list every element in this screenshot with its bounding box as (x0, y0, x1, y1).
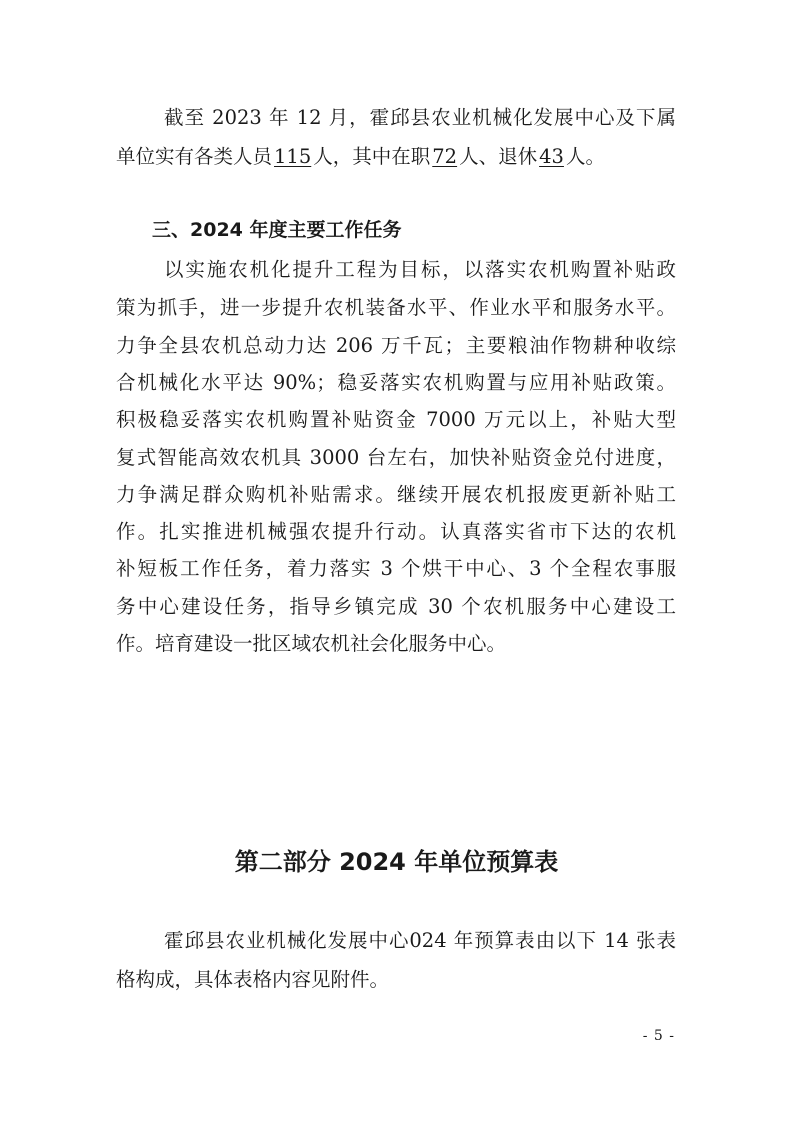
intro-line-2 (116, 143, 676, 171)
section-body-line: 以实施农机化提升工程为目标，以落实农机购置补贴政 (164, 258, 676, 281)
total-staff-value: 115 (274, 145, 312, 168)
section-body-line: 作。培育建设一批区域农机社会化服务中心。 (116, 632, 507, 655)
part-title: 第二部分 2024 年单位预算表 (234, 848, 559, 876)
intro-text: 人，其中在职 (313, 145, 431, 168)
intro-line-1: 截至 2023 年 12 月，霍邱县农业机械化发展中心及下属 (164, 106, 676, 129)
page-number: - 5 - (642, 1028, 675, 1044)
section-body-line: 积极稳妥落实农机购置补贴资金 7000 万元以上，补贴大型 (116, 408, 676, 431)
intro-text: 单位实有各类人员 (116, 145, 273, 168)
section-body-line: 补短板工作任务，着力落实 3 个烘干中心、3 个全程农事服 (116, 557, 676, 580)
part-body-line: 格构成，具体表格内容见附件。 (116, 968, 390, 991)
active-staff-value: 72 (432, 145, 458, 168)
section-heading: 三、2024 年度主要工作任务 (152, 219, 402, 241)
intro-text: 人。 (565, 145, 605, 168)
section-body-line: 力争满足群众购机补贴需求。继续开展农机报废更新补贴工 (116, 483, 676, 506)
retired-staff-value: 43 (539, 145, 564, 168)
part-body-line: 霍邱县农业机械化发展中心024 年预算表由以下 14 张表 (164, 929, 676, 952)
section-body-line: 作。扎实推进机械强农提升行动。认真落实省市下达的农机 (116, 520, 676, 543)
section-body-line: 合机械化水平达 90%；稳妥落实农机购置与应用补贴政策。 (116, 371, 676, 394)
intro-text: 人、退休 (459, 145, 538, 168)
section-body-line: 策为抓手，进一步提升农机装备水平、作业水平和服务水平。 (116, 296, 676, 319)
section-body-line: 复式智能高效农机具 3000 台左右，加快补贴资金兑付进度， (116, 446, 676, 469)
section-body-line: 力争全县农机总动力达 206 万千瓦；主要粮油作物耕种收综 (116, 334, 676, 357)
section-body-line: 务中心建设任务，指导乡镇完成 30 个农机服务中心建设工 (116, 595, 676, 618)
